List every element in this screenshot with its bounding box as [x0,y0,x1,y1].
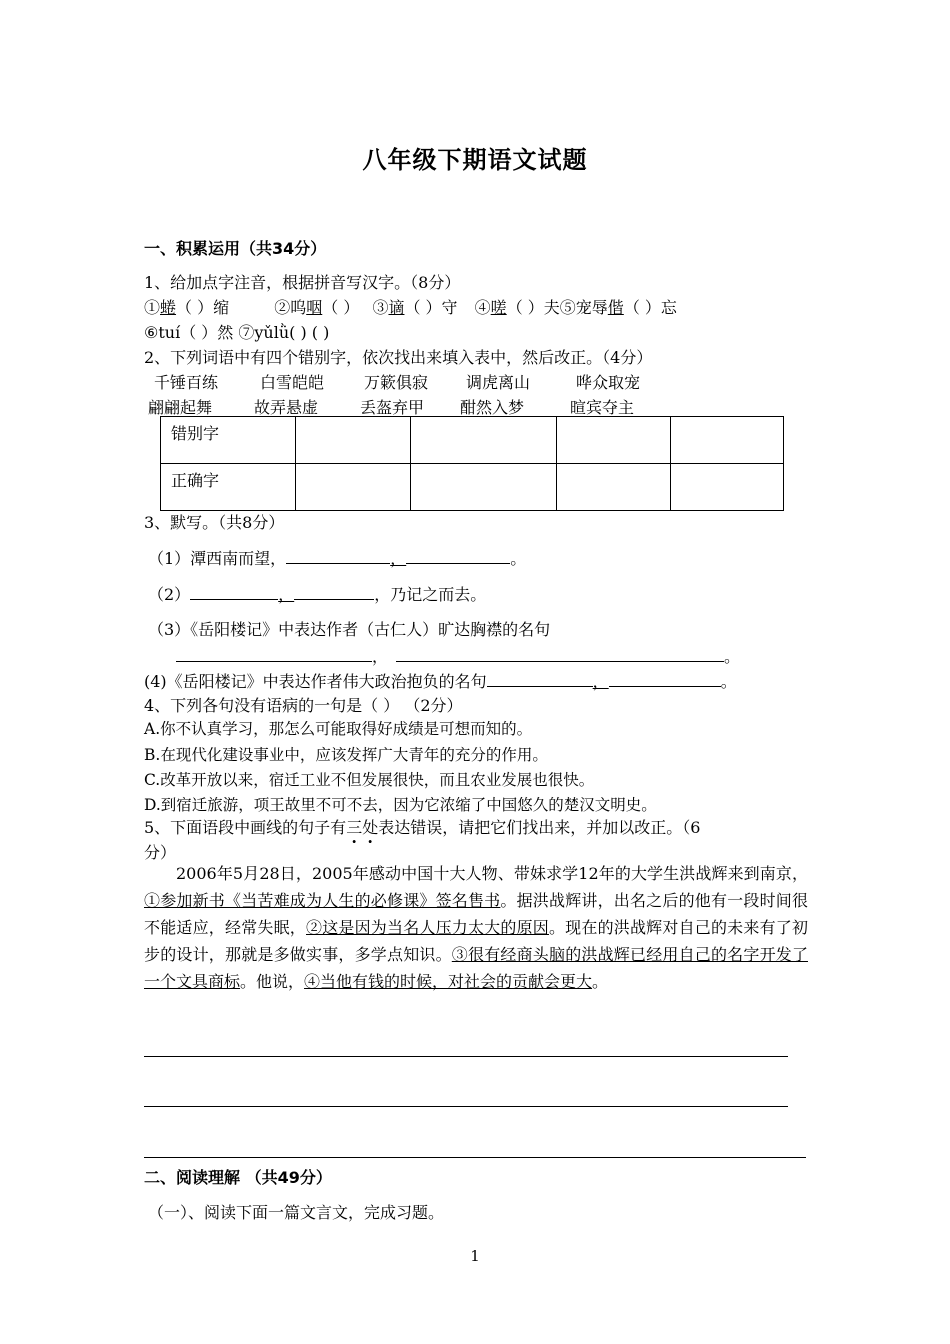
q5-underlined-sentence-2: ②这是因为当名人压力太大的原因 [306,918,549,937]
q1-line1 [144,295,677,318]
word: 丢盔弃甲 [360,398,425,417]
word: 调虎离山 [466,373,531,392]
fill-blank[interactable] [396,647,724,662]
table-label-correct: 正确字 [161,464,296,511]
q5-text: 2006年5月28日，2005年感动中国十大人物、带妹求学12年的大学生洪战辉来到南京， [176,864,808,883]
q1-d-pre: ④ [474,298,491,317]
q3-l4-mid: ， [592,672,609,691]
word: 哗众取宠 [576,373,641,392]
q5-underlined-sentence-3: ③很有经商头脑的洪战辉已经用自己的名字开发了一个文具商标 [144,945,808,991]
word: 故弄悬虚 [254,398,319,417]
answer-cell[interactable] [557,464,671,511]
fill-blank[interactable] [609,672,721,687]
q4-option-a[interactable]: A.你不认真学习，那怎么可能取得好成绩是可想而知的。 [144,720,533,738]
q3-l2-mid: ， [278,585,295,604]
q2-stem: 2、下列词语中有四个错别字，依次找出来填入表中，然后改正。（4分） [144,348,653,367]
fill-blank[interactable] [294,585,374,600]
q1-a-char: 蜷 [160,298,177,317]
q4-option-b[interactable]: B.在现代化建设事业中，应该发挥广大青年的充分的作用。 [144,746,548,764]
answer-cell[interactable] [411,464,557,511]
word: 暄宾夺主 [570,398,635,417]
q4-option-d[interactable]: D.到宿迁旅游，项王故里不可不去，因为它浓缩了中国悠久的楚汉文明史。 [144,796,657,814]
q3-line2 [148,582,486,605]
q1-b-rest: （ ） [322,298,360,317]
q5-stem [144,815,700,838]
q3-l4-end: 。 [720,672,737,691]
fill-blank[interactable] [190,585,278,600]
q3-l3b-mid: ， [372,647,389,666]
q3-line4 [144,669,737,692]
table-row [161,464,784,511]
page-title: 八年级下期语文试题 [362,145,588,174]
q1-line2: ⑥tuí（ ）然 ⑦yǔlǜ( ) ( ) [144,323,330,342]
q3-l3b-end: 。 [724,647,741,666]
q5-text: 。他说， [240,972,305,991]
q5-text: 。据洪战辉讲，出名之后的他有一段时间很不能适应，经常失眠， [144,891,808,937]
fill-blank[interactable] [176,647,372,662]
q3-l2-pre: （2） [148,585,191,604]
fill-blank[interactable] [286,549,390,564]
section2-sub1: （一）、阅读下面一篇文言文，完成习题。 [148,1203,445,1222]
q1-d-rest: （ ）夫 [506,298,560,317]
q1-a-num: ① [144,298,161,317]
section1-heading: 一、积累运用（共34分） [144,239,327,258]
q3-line1 [148,546,526,569]
word: 翩翩起舞 [148,398,213,417]
q1-a-rest: （ ）缩 [176,298,230,317]
q3-l1-mid: ， [390,549,407,568]
q5-text: 。现在的洪战辉对自己的未来有了初步的设计，那就是多做实事，多学点知识。 [144,918,808,964]
table-row [161,417,784,464]
q1-c-char: 谪 [388,298,405,317]
q1-e-rest: （ ）忘 [623,298,677,317]
q5-underlined-sentence-1: ①参加新书《当苦难成为人生的必修课》签名售书 [144,891,501,910]
page-number: 1 [470,1247,480,1265]
q5-stem-post: 表达错误，请把它们找出来，并加以改正。（6 [378,818,701,837]
q5-stem-pre: 5、下面语段中画线的句子有 [144,818,347,837]
answer-cell[interactable] [296,464,411,511]
q3-l2-end: ，乃记之而去。 [374,585,487,604]
q5-stem-line2: 分） [144,843,177,862]
q1-e-pre: ⑤宠辱 [559,298,608,317]
q3-line3: （3）《岳阳楼记》中表达作者（古仁人）旷达胸襟的名句 [148,620,551,639]
answer-cell[interactable] [557,417,671,464]
answer-line[interactable] [144,1106,788,1107]
q3-l4-pre: (4)《岳阳楼记》中表达作者伟大政治抱负的名句 [144,672,487,691]
q4-option-c[interactable]: C.改革开放以来，宿迁工业不但发展很快，而且农业发展也很快。 [144,771,595,789]
q5-text: 。 [592,972,609,991]
q1-c-pre: ③ [372,298,389,317]
q5-passage [144,860,808,995]
q3-l1-end: 。 [510,549,527,568]
section-divider [144,1157,806,1158]
q3-l1-pre: （1）潭西南而望， [148,549,287,568]
answer-cell[interactable] [411,417,557,464]
q5-dotted-char: 三 [346,818,363,837]
fill-blank[interactable] [487,672,593,687]
q3-stem: 3、默写。（共8分） [144,513,285,532]
q4-stem: 4、下列各句没有语病的一句是（ ） （2分） [144,696,463,715]
q5-underlined-sentence-4: ④当他有钱的时候，对社会的贡献会更大 [304,972,593,991]
answer-cell[interactable] [671,464,784,511]
word: 酣然入梦 [460,398,525,417]
answer-cell[interactable] [671,417,784,464]
word: 万簌俱寂 [364,373,429,392]
q1-e-char: 偕 [607,298,624,317]
q3-line3b [176,644,740,667]
answer-cell[interactable] [296,417,411,464]
section2-heading: 二、阅读理解 （共49分） [144,1168,332,1187]
q1-stem: 1、给加点字注音，根据拼音写汉字。（8分） [144,273,461,292]
word: 千锤百练 [154,373,219,392]
q1-c-rest: （ ）守 [404,298,458,317]
fill-blank[interactable] [406,549,510,564]
answer-table [160,416,784,511]
q1-b-char: 咽 [306,298,323,317]
q1-d-char: 嗟 [490,298,507,317]
q1-b-pre: ②呜 [274,298,307,317]
table-label-wrong: 错别字 [161,417,296,464]
word: 白雪皑皑 [260,373,325,392]
q5-dotted-char: 处 [362,818,379,837]
answer-line[interactable] [144,1056,788,1057]
